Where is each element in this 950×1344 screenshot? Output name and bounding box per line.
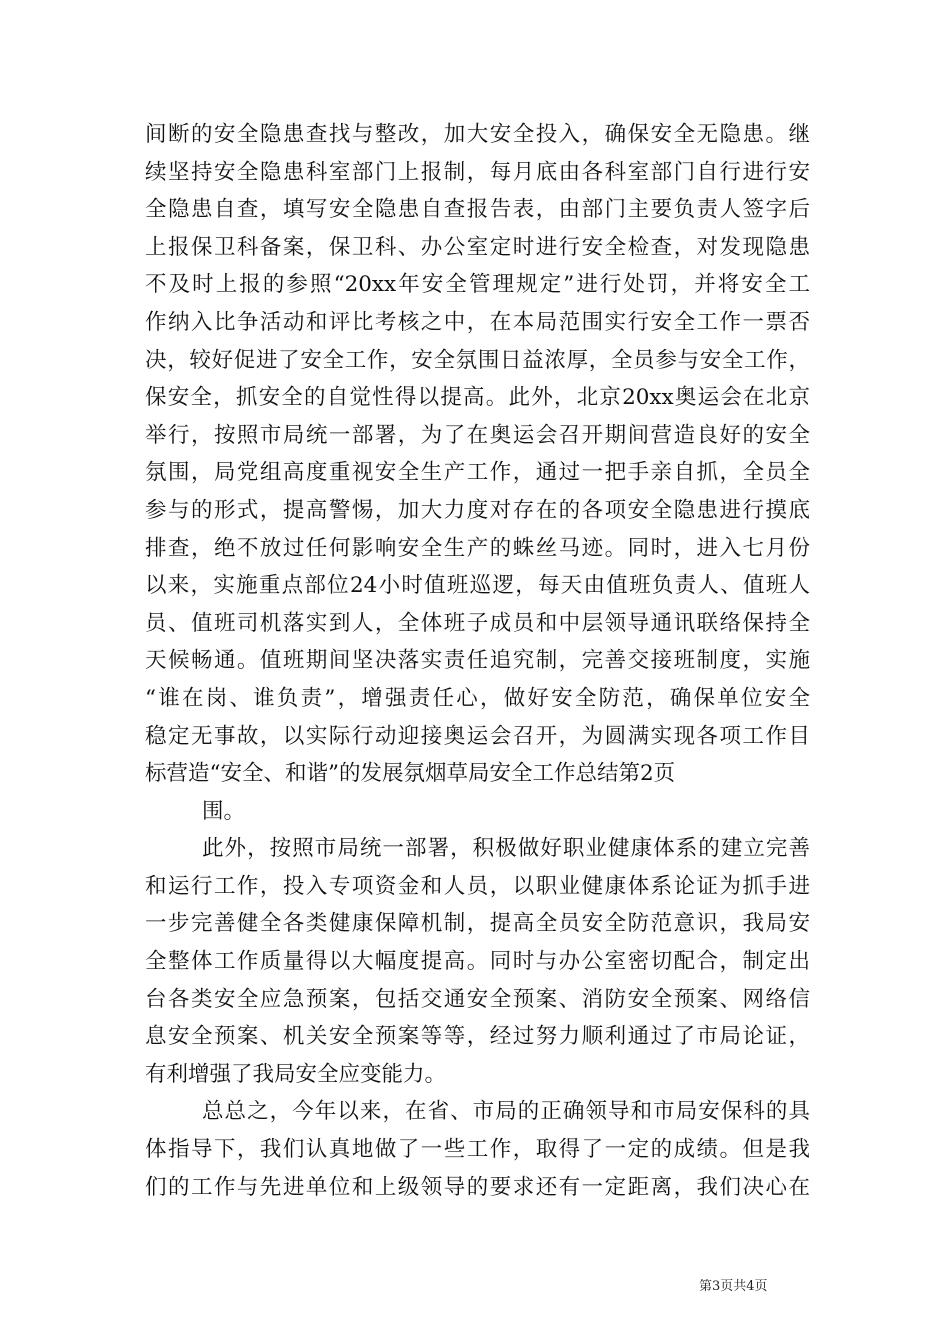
text-line: 和运行工作，投入专项资金和人员，以职业健康体系论证为抓手进 [145, 873, 810, 899]
text-line: 排查，绝不放过任何影响安全生产的蛛丝马迹。同时，进入七月份 [145, 535, 810, 561]
text-line: 天候畅通。值班期间坚决落实责任追究制，完善交接班制度，实施 [145, 648, 810, 674]
text-line: 氛围，局党组高度重视安全生产工作，通过一把手亲自抓，全员全 [145, 460, 810, 486]
text-line: 息安全预案、机关安全预案等等，经过努力顺利通过了市局论证， [145, 1024, 810, 1050]
text-line: 不及时上报的参照“20xx年安全管理规定”进行处罚，并将安全工 [145, 272, 810, 298]
text-line: 有利增强了我局安全应变能力。 [145, 1061, 447, 1087]
text-line: 稳定无事故，以实际行动迎接奥运会召开，为圆满实现各项工作目 [145, 723, 810, 749]
text-line: 作纳入比争活动和评比考核之中，在本局范围实行安全工作一票否 [145, 309, 810, 335]
text-line: 总总之，今年以来，在省、市局的正确领导和市局安保科的具 [202, 1099, 810, 1125]
text-line: 续坚持安全隐患科室部门上报制，每月底由各科室部门自行进行安 [145, 159, 810, 185]
text-line: 间断的安全隐患查找与整改，加大安全投入，确保安全无隐患。继 [145, 122, 810, 147]
text-line: 们的工作与先进单位和上级领导的要求还有一定距离，我们决心在 [145, 1174, 810, 1200]
text-line: 保安全，抓安全的自觉性得以提高。此外，北京20xx奥运会在北京 [145, 385, 810, 411]
text-line: 员、值班司机落实到人，全体班子成员和中层领导通讯联络保持全 [145, 610, 810, 636]
text-line: 全隐患自查，填写安全隐患自查报告表，由部门主要负责人签字后 [145, 197, 810, 223]
text-line: 体指导下，我们认真地做了一些工作，取得了一定的成绩。但是我 [145, 1137, 810, 1163]
text-line: “谁在岗、谁负责”，增强责任心，做好安全防范，确保单位安全 [145, 685, 810, 711]
text-line: 台各类安全应急预案，包括交通安全预案、消防安全预案、网络信 [145, 986, 810, 1012]
text-line: 一步完善健全各类健康保障机制，提高全员安全防范意识，我局安 [145, 911, 810, 937]
text-line: 参与的形式，提高警惕，加大力度对存在的各项安全隐患进行摸底 [145, 497, 810, 523]
document-body [145, 116, 810, 1206]
text-line: 标营造“安全、和谐”的发展氛烟草局安全工作总结第2页 [145, 761, 676, 787]
text-line: 此外，按照市局统一部署，积极做好职业健康体系的建立完善 [202, 836, 810, 862]
text-line: 以来，实施重点部位24小时值班巡逻，每天由值班负责人、值班人 [145, 573, 810, 599]
text-line: 围。 [202, 798, 246, 824]
text-line: 举行，按照市局统一部署，为了在奥运会召开期间营造良好的安全 [145, 422, 810, 448]
text-line: 上报保卫科备案，保卫科、办公室定时进行安全检查，对发现隐患 [145, 234, 810, 260]
page-number: 第3页共4页 [699, 1279, 768, 1294]
text-line: 全整体工作质量得以大幅度提高。同时与办公室密切配合，制定出 [145, 949, 810, 975]
text-line: 决，较好促进了安全工作，安全氛围日益浓厚，全员参与安全工作， [145, 347, 810, 373]
